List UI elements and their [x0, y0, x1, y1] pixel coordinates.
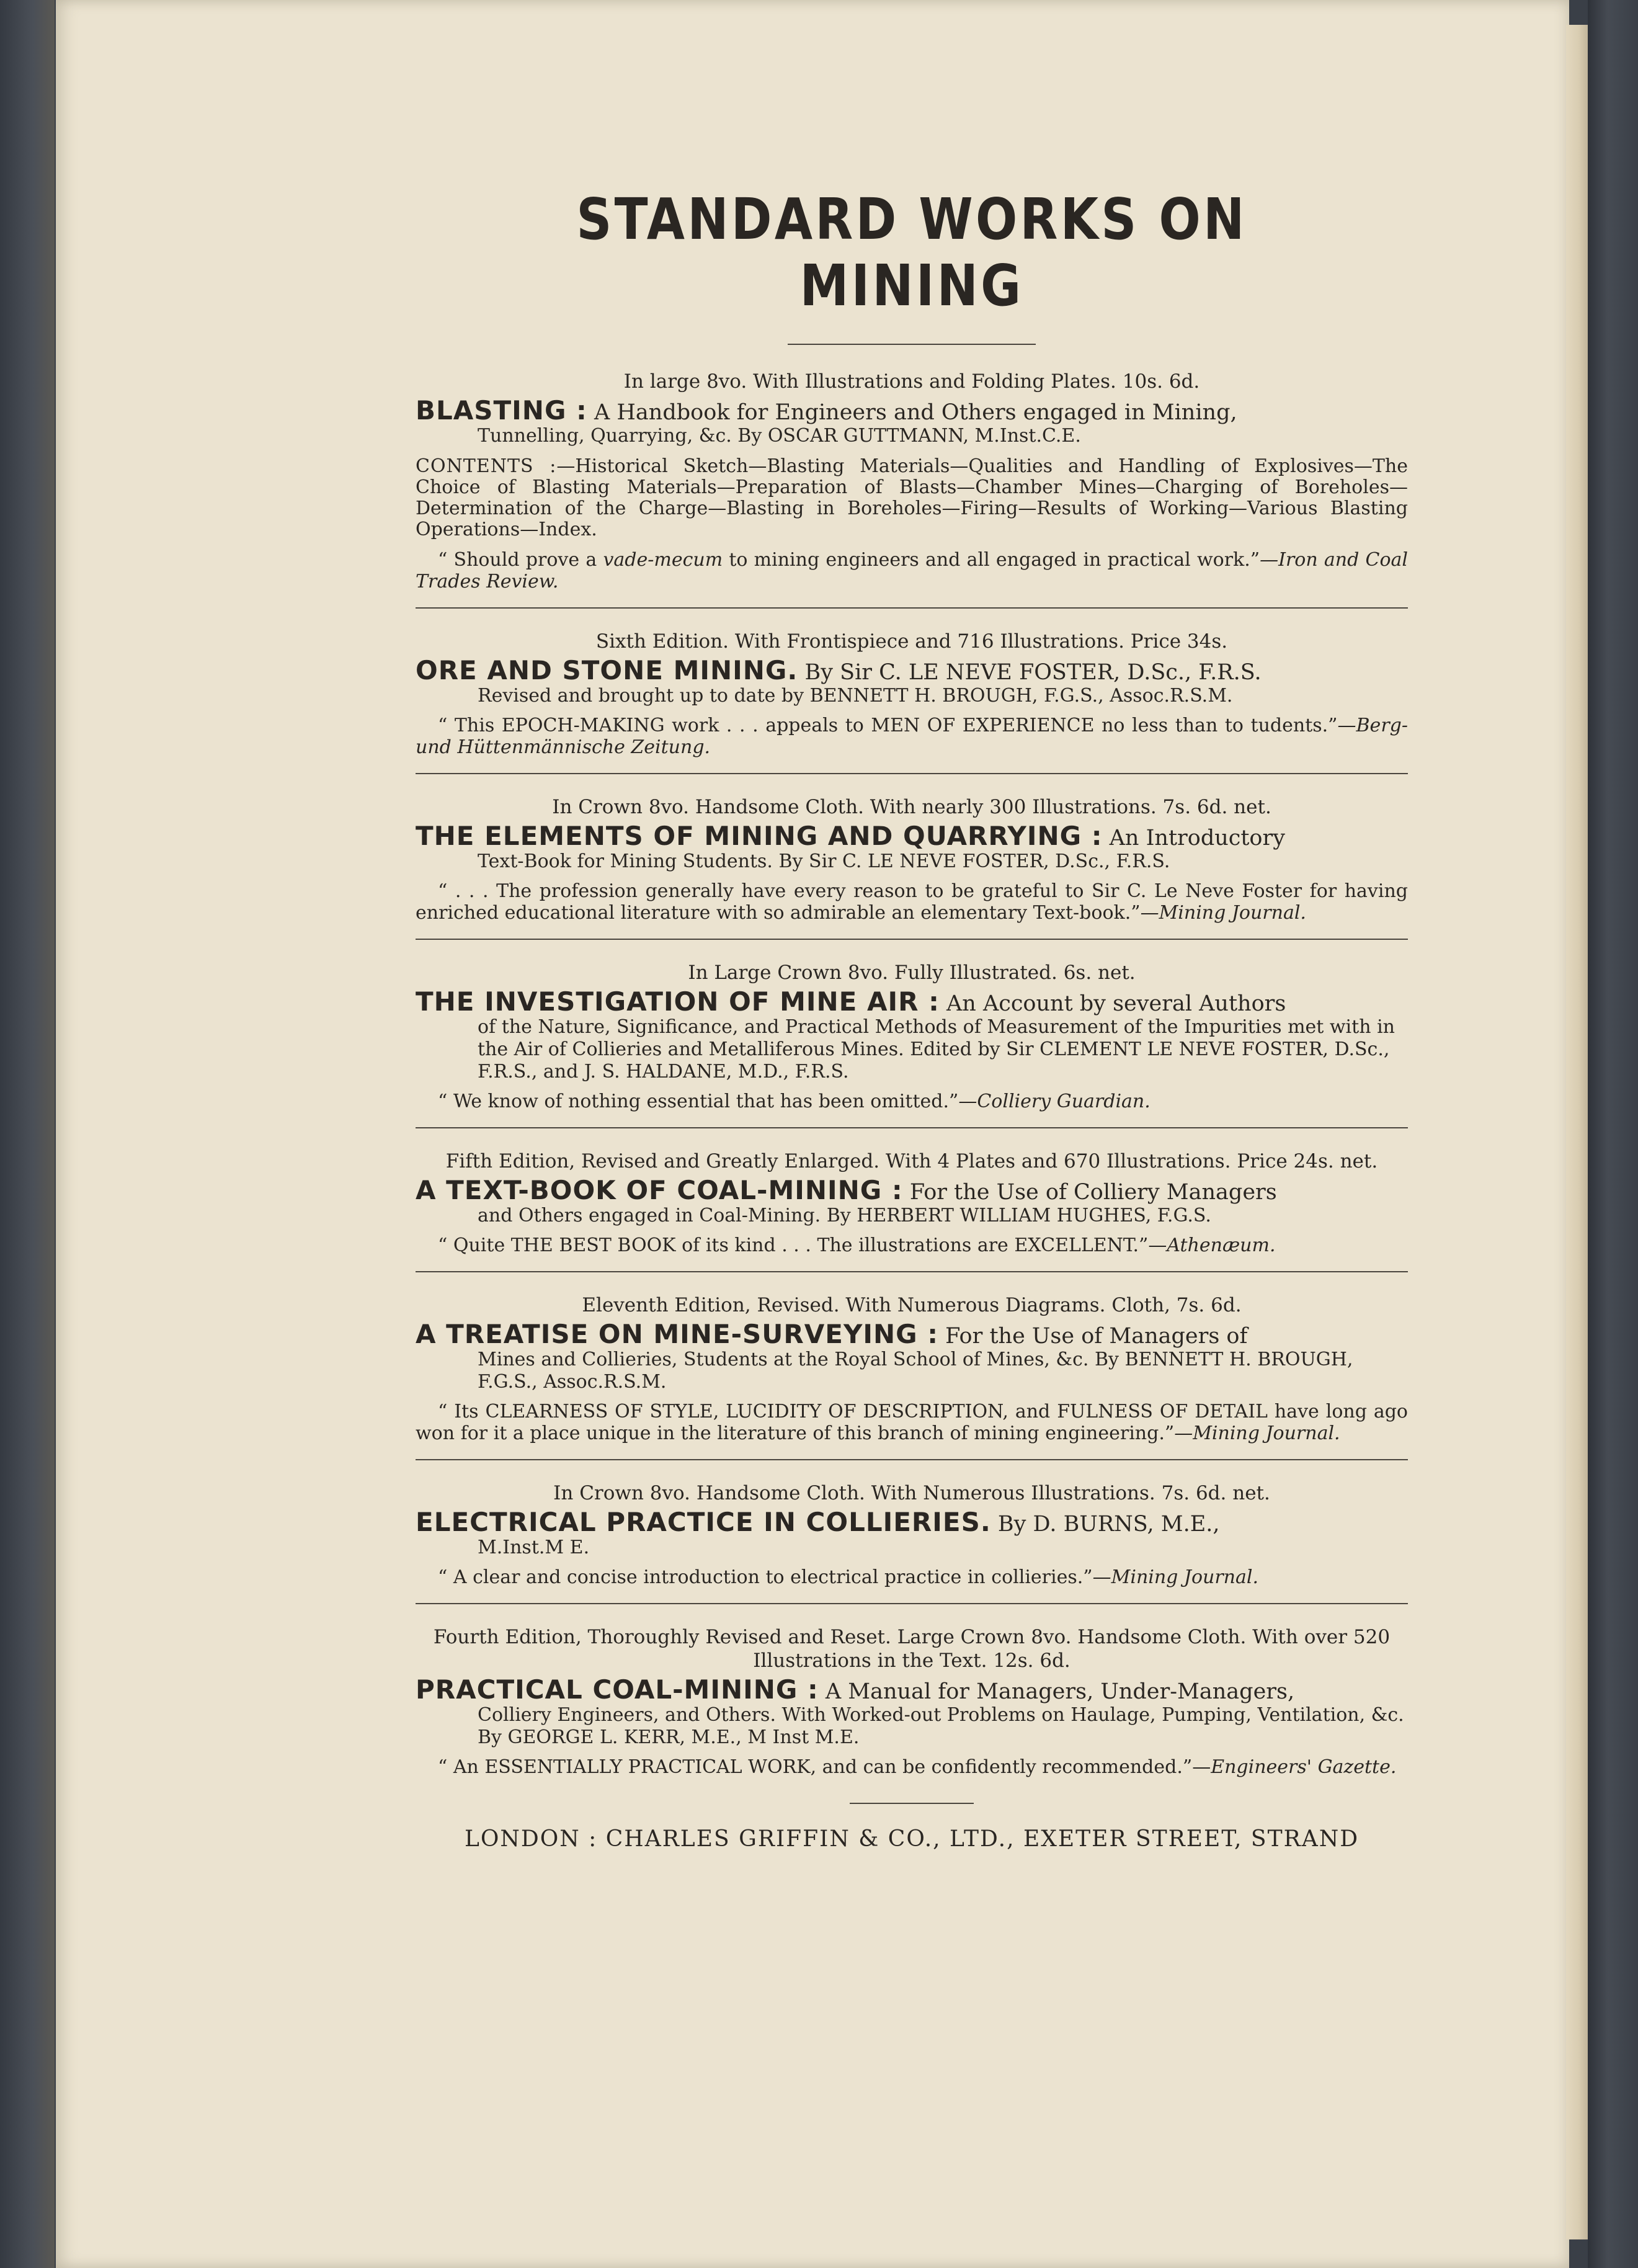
divider: [416, 773, 1408, 774]
quote-source: —Mining Journal.: [1140, 902, 1306, 924]
entry-title: ORE AND STONE MINING.: [416, 655, 798, 685]
entry-heading: [416, 395, 1408, 426]
entry-edition: In Large Crown 8vo. Fully Illustrated. 6s. net.: [688, 962, 1136, 984]
entry-edition: In large 8vo. With Illustrations and Folding Plates. 10s. 6d.: [623, 370, 1200, 393]
quote-source: —Iron and Coal Trades Review.: [416, 549, 1408, 592]
quote-source: —Berg- und Hüttenmännische Zeitung.: [416, 715, 1408, 758]
entry-heading: [416, 1507, 1408, 1537]
entry-practical-coal-mining: [416, 1625, 1408, 1778]
entry-description: of the Nature, Significance, and Practical Methods of Measurement of the Impurities met with in the Air of Collieries and Metalliferous Mines. Edited by Sir CLEMENT LE NEVE FOSTER, D.Sc., F.R.S., and J. S. HALDANE, M.D., F.R.S.: [478, 1016, 1395, 1083]
entry-description: Revised and brought up to date by BENNETT H. BROUGH, F.G.S., Assoc.R.S.M.: [478, 685, 1233, 707]
entry-description: and Others engaged in Coal-Mining. By HERBERT WILLIAM HUGHES, F.G.S.: [478, 1205, 1211, 1226]
entry-title: THE ELEMENTS OF MINING AND QUARRYING :: [416, 821, 1103, 851]
entry-title: A TEXT-BOOK OF COAL-MINING :: [416, 1175, 903, 1205]
entry-quote: [416, 549, 1408, 592]
book-cover-right: [1588, 0, 1638, 2268]
entry-quote: [416, 1401, 1408, 1444]
entry-description: Text-Book for Mining Students. By Sir C. LE NEVE FOSTER, D.Sc., F.R.S.: [478, 850, 1170, 872]
publisher-imprint: LONDON : CHARLES GRIFFIN & CO., LTD., EXETER STREET, STRAND: [464, 1826, 1360, 1852]
entry-quote: [416, 1091, 1408, 1112]
entry-title: PRACTICAL COAL-MINING :: [416, 1674, 819, 1705]
divider: [416, 1603, 1408, 1604]
entry-edition: Fourth Edition, Thoroughly Revised and Reset. Large Crown 8vo. Handsome Cloth. With over 520 Illustrations in the Text. 12s. 6d.: [433, 1626, 1391, 1672]
entry-elements-of-mining: [416, 795, 1408, 924]
quote-text: “ A clear and concise introduction to electrical practice in collieries.”: [438, 1566, 1093, 1588]
page-title: STANDARD WORKS ON MINING: [576, 186, 1247, 319]
entry-title: THE INVESTIGATION OF MINE AIR :: [416, 986, 940, 1017]
entry-ore-and-stone-mining: [416, 630, 1408, 758]
page: [56, 0, 1569, 2268]
entry-edition: In Crown 8vo. Handsome Cloth. With nearly 300 Illustrations. 7s. 6d. net.: [552, 796, 1271, 818]
entry-quote: [416, 880, 1408, 924]
entry-heading: [416, 1674, 1408, 1705]
entry-title: A TREATISE ON MINE-SURVEYING :: [416, 1319, 939, 1349]
entry-description: Tunnelling, Quarrying, &c. By OSCAR GUTTMANN, M.Inst.C.E.: [478, 425, 1081, 447]
entry-subtitle: By Sir C. LE NEVE FOSTER, D.Sc., F.R.S.: [798, 660, 1262, 685]
divider: [416, 607, 1408, 609]
divider: [416, 1459, 1408, 1460]
divider: [416, 939, 1408, 940]
entry-treatise-on-mine-surveying: [416, 1293, 1408, 1444]
entry-quote: [416, 1756, 1408, 1778]
quote-text: “ This EPOCH-MAKING work . . . appeals to MEN OF EXPERIENCE no less than to tudents.”: [438, 715, 1338, 736]
quote-text-b: vade-mecum: [603, 549, 723, 571]
entry-subtitle: A Handbook for Engineers and Others engaged in Mining,: [587, 400, 1237, 425]
entry-edition: In Crown 8vo. Handsome Cloth. With Numerous Illustrations. 7s. 6d. net.: [553, 1482, 1270, 1504]
quote-text-a: “ Should prove a: [438, 549, 603, 571]
entry-heading: [416, 655, 1408, 685]
quote-source: —Mining Journal.: [1092, 1566, 1259, 1588]
page-content: [416, 186, 1408, 1874]
quote-source: Engineers' Gazette.: [1211, 1756, 1397, 1778]
entry-edition: Eleventh Edition, Revised. With Numerous Diagrams. Cloth, 7s. 6d.: [582, 1294, 1242, 1316]
entry-description: M.Inst.M E.: [478, 1537, 590, 1558]
entry-subtitle: An Introductory: [1102, 826, 1286, 850]
entry-description: Mines and Collieries, Students at the Royal School of Mines, &c. By BENNETT H. BROUGH, F.G.S., Assoc.R.S.M.: [478, 1349, 1353, 1393]
quote-text: “ We know of nothing essential that has been omitted.”: [438, 1091, 959, 1112]
entry-text-book-of-coal-mining: [416, 1150, 1408, 1256]
contents-text: —Historical Sketch—Blasting Materials—Qualities and Handling of Explosives—The Choice of Blasting Materials—Preparation of Blasts—Chamber Mines—Charging of Boreholes—Determination of the Charge—Blasting in Boreholes—Firing—Results of Working—Various Blasting Operations—Index.: [416, 455, 1408, 540]
quote-source: —Mining Journal.: [1174, 1422, 1340, 1444]
quote-text: “ Its CLEARNESS OF STYLE, LUCIDITY OF DESCRIPTION, and FULNESS OF DETAIL have long ago won for it a place unique in the literature of this branch of mining engineering.”: [416, 1401, 1408, 1444]
entry-title: ELECTRICAL PRACTICE IN COLLIERIES.: [416, 1507, 991, 1537]
entry-electrical-practice: [416, 1481, 1408, 1588]
entry-subtitle: An Account by several Authors: [939, 991, 1286, 1016]
entry-edition: Fifth Edition, Revised and Greatly Enlarged. With 4 Plates and 670 Illustrations. Price 24s. net.: [445, 1150, 1378, 1172]
contents-label: CONTENTS :: [416, 455, 557, 477]
quote-text: “ An ESSENTIALLY PRACTICAL WORK, and can be confidently recommended.”—: [438, 1756, 1211, 1778]
entry-subtitle: For the Use of Managers of: [938, 1324, 1248, 1349]
entry-edition: Sixth Edition. With Frontispiece and 716 Illustrations. Price 34s.: [595, 630, 1228, 653]
book-cover-left: [0, 0, 55, 2268]
quote-text: “ . . . The profession generally have every reason to be grateful to Sir C. Le Neve Foster for having enriched educational literature with so admirable an elementary Text-book.”: [416, 880, 1408, 924]
title-rule: [788, 344, 1036, 345]
quote-source: —Colliery Guardian.: [958, 1091, 1151, 1112]
quote-text-c: to mining engineers and all engaged in practical work.”: [723, 549, 1260, 571]
entry-quote: [416, 1566, 1408, 1588]
entry-subtitle: A Manual for Managers, Under-Managers,: [818, 1679, 1295, 1704]
divider: [416, 1271, 1408, 1272]
entry-title: BLASTING :: [416, 395, 587, 426]
entry-blasting: [416, 370, 1408, 592]
entry-heading: [416, 1319, 1408, 1349]
entry-contents: [416, 456, 1408, 540]
entry-quote: [416, 715, 1408, 758]
page-edge: [1566, 25, 1591, 2239]
entry-heading: [416, 1175, 1408, 1205]
quote-text: “ Quite THE BEST BOOK of its kind . . . The illustrations are EXCELLENT.”—: [438, 1234, 1167, 1256]
footer-rule: [850, 1803, 974, 1804]
entry-subtitle: By D. BURNS, M.E.,: [990, 1512, 1220, 1537]
entry-description: Colliery Engineers, and Others. With Worked-out Problems on Haulage, Pumping, Ventilation, &c. By GEORGE L. KERR, M.E., M Inst M.E.: [478, 1704, 1404, 1748]
entry-heading: [416, 821, 1408, 851]
quote-source: Athenæum.: [1167, 1234, 1276, 1256]
entry-investigation-of-mine-air: [416, 961, 1408, 1112]
entry-subtitle: For the Use of Colliery Managers: [902, 1180, 1277, 1205]
entry-quote: [416, 1234, 1408, 1256]
entry-heading: [416, 986, 1408, 1017]
divider: [416, 1127, 1408, 1128]
